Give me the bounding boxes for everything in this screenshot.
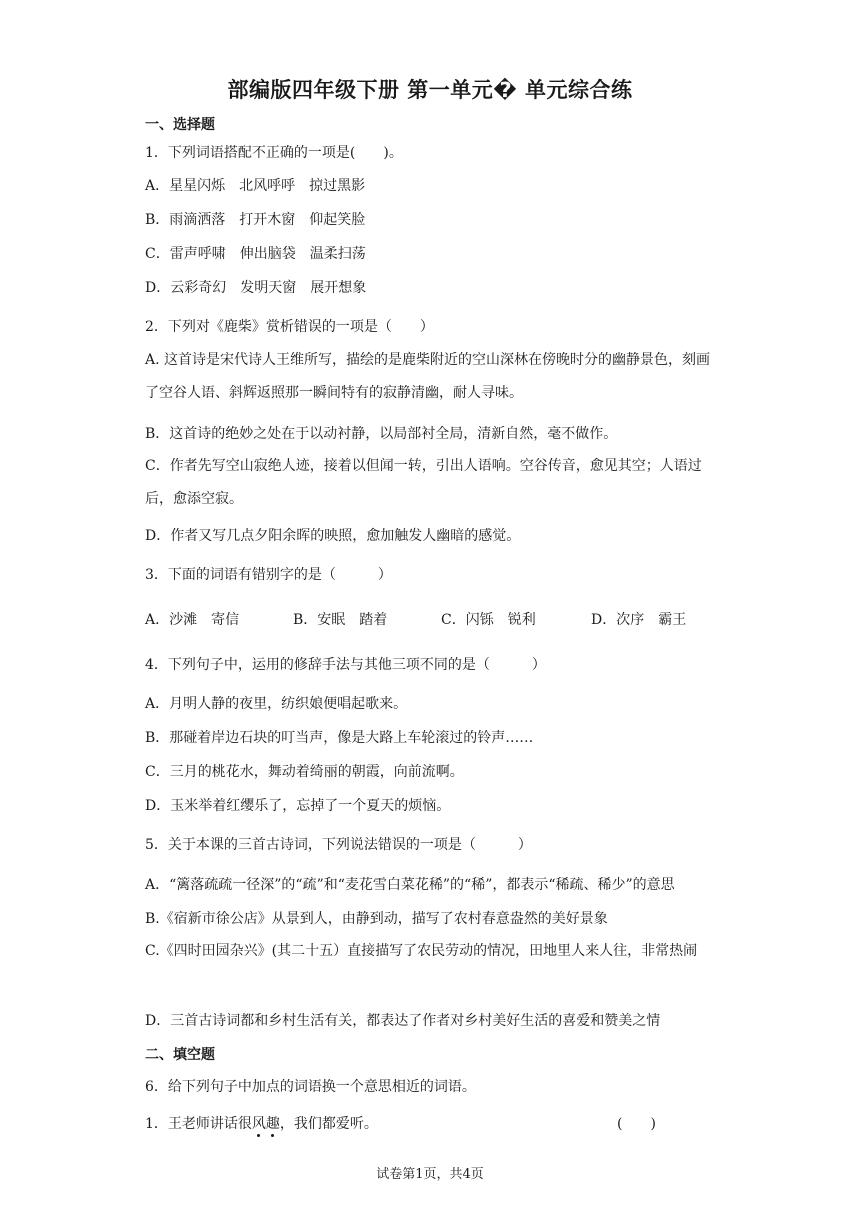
question-4-option-b: B．那碰着岸边石块的叮当声，像是大路上车轮滚过的铃声…… bbox=[145, 730, 534, 746]
question-4-option-a: A．月明人静的夜里，纺织娘便唱起歌来。 bbox=[145, 696, 408, 712]
question-6-item-1: 1．王老师讲话很风趣，我们都爱听。 bbox=[145, 1116, 378, 1132]
question-3-stem: 3．下面的词语有错别字的是（ ） bbox=[145, 567, 392, 583]
question-3-option-a: A．沙滩 寄信 bbox=[145, 612, 240, 628]
question-1-option-d: D．云彩奇幻 发明天窗 展开想象 bbox=[145, 280, 367, 296]
question-4-option-d: D．玉米举着红缨乐了，忘掉了一个夏天的烦恼。 bbox=[145, 798, 451, 814]
question-6-stem: 6．给下列句子中加点的词语换一个意思相近的词语。 bbox=[145, 1079, 476, 1095]
question-3-option-b: B．安眠 踏着 bbox=[293, 612, 388, 628]
question-3-options bbox=[145, 609, 686, 629]
question-5-option-b: B.《宿新市徐公店》从景到人，由静到动，描写了农村春意盎然的美好景象 bbox=[145, 911, 608, 927]
question-2-option-d: D．作者又写几点夕阳余晖的映照，愈加触发人幽暗的感觉。 bbox=[145, 528, 521, 544]
question-1-option-a: A．星星闪烁 北风呼呼 掠过黑影 bbox=[145, 178, 366, 194]
dotted-char: 风 bbox=[251, 1116, 266, 1132]
question-2-stem: 2．下列对《鹿柴》赏析错误的一项是（ ） bbox=[145, 319, 434, 335]
question-1-option-b: B．雨滴洒落 打开木窗 仰起笑脸 bbox=[145, 212, 366, 228]
dotted-char: 趣 bbox=[265, 1116, 280, 1132]
question-5-option-d: D．三首古诗词都和乡村生活有关，都表达了作者对乡村美好生活的喜爱和赞美之情 bbox=[145, 1013, 661, 1029]
question-1-stem: 1．下列词语搭配不正确的一项是( )。 bbox=[145, 145, 403, 161]
section-heading-fill: 二、填空题 bbox=[145, 1047, 215, 1063]
answer-blank: ( ) bbox=[617, 1116, 656, 1132]
page-title: 部编版四年级下册 第一单元� 单元综合练 bbox=[227, 78, 633, 102]
page-footer: 试卷第1页，共4页 bbox=[376, 1167, 484, 1182]
question-2-option-c: C．作者先写空山寂绝人迹，接着以但闻一转，引出人语响。空谷传音，愈见其空；人语过后，愈添空寂。 bbox=[145, 458, 702, 507]
question-4-option-c: C．三月的桃花水，舞动着绮丽的朝霞，向前流啊。 bbox=[145, 764, 464, 780]
question-2-option-a: A. 这首诗是宋代诗人王维所写，描绘的是鹿柴附近的空山深林在傍晚时分的幽静景色，刻画了空谷人语、斜辉返照那一瞬间特有的寂静清幽，耐人寻味。 bbox=[145, 352, 711, 401]
question-5-stem: 5．关于本课的三首古诗词，下列说法错误的一项是（ ） bbox=[145, 837, 532, 853]
question-5-option-a: A．“篱落疏疏一径深”的“疏”和“麦花雪白菜花稀”的“稀”，都表示“稀疏、稀少”的意思 bbox=[145, 877, 675, 893]
question-3-option-d: D．次序 霸王 bbox=[591, 612, 687, 628]
section-heading-choice: 一、选择题 bbox=[145, 117, 215, 133]
question-4-stem: 4．下列句子中，运用的修辞手法与其他三项不同的是（ ） bbox=[145, 657, 546, 673]
question-2-option-b: B．这首诗的绝妙之处在于以动衬静，以局部衬全局，清新自然，毫不做作。 bbox=[145, 426, 618, 442]
question-5-option-c: C.《四时田园杂兴》(其二十五）直接描写了农民劳动的情况，田地里人来人往，非常热闹 bbox=[145, 943, 698, 959]
question-3-option-c: C．闪铄 锐利 bbox=[441, 612, 536, 628]
question-1-option-c: C．雷声呼啸 伸出脑袋 温柔扫荡 bbox=[145, 246, 366, 262]
